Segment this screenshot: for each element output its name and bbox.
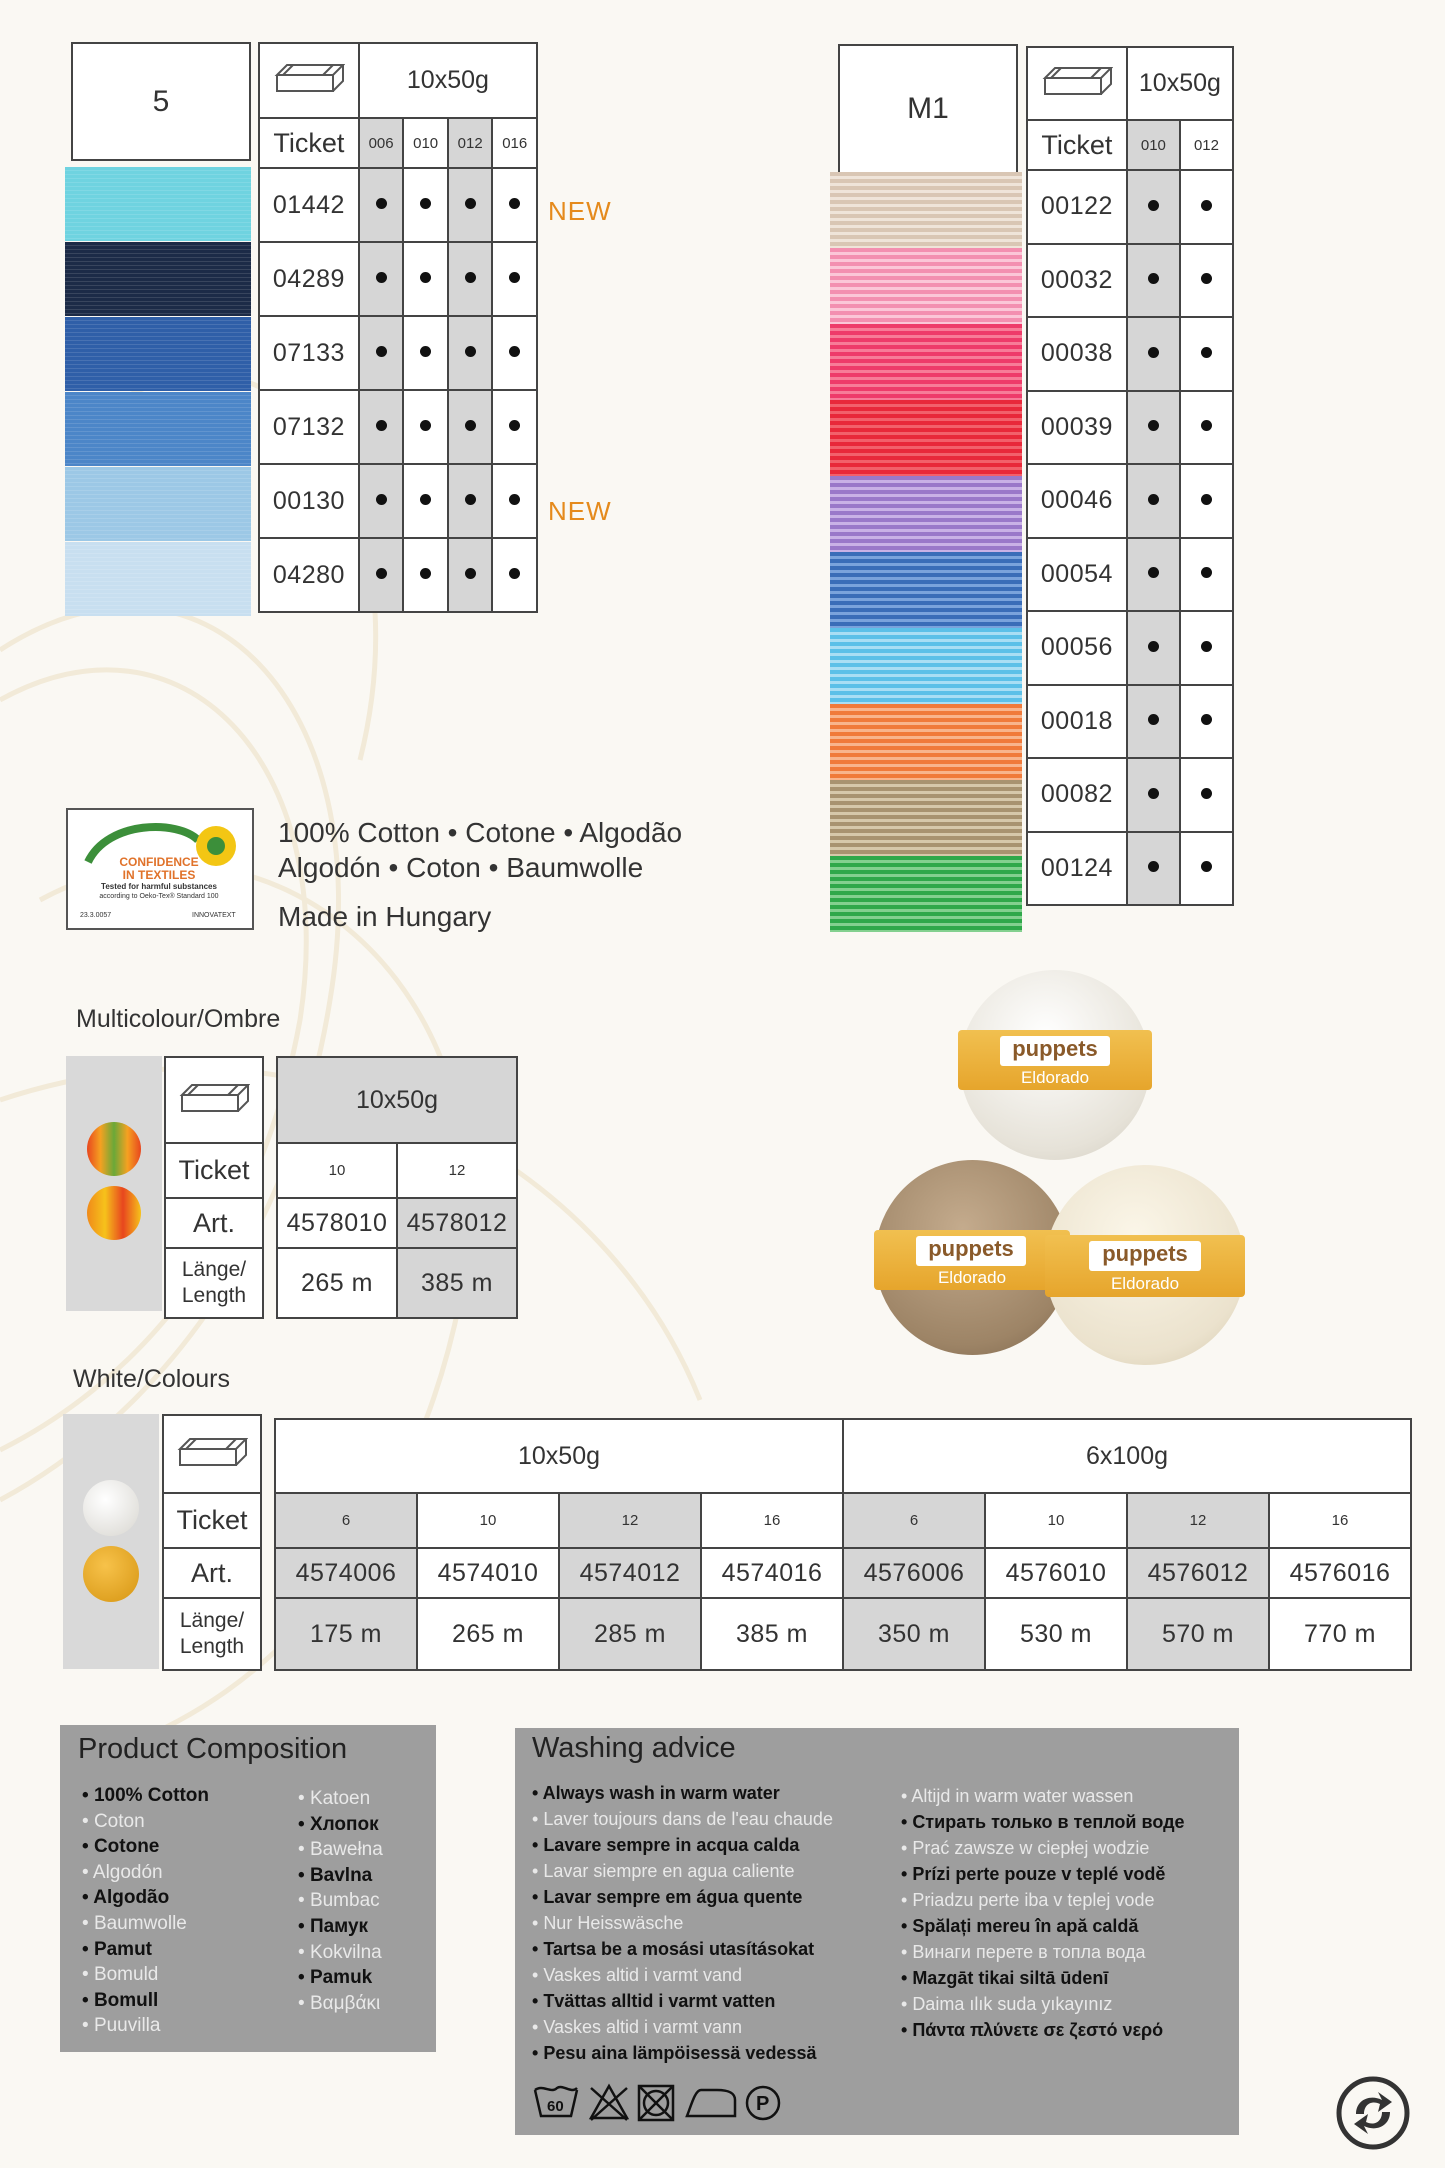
ticket-code: 00046	[1027, 464, 1127, 538]
list-item: • Priadzu perte iba v teplej vode	[901, 1887, 1185, 1913]
ticket-code: 01442	[259, 168, 359, 242]
ticket-code: 00130	[259, 464, 359, 538]
no-tumble-dry-icon	[639, 2086, 673, 2120]
availability-dot	[1180, 244, 1233, 318]
color-swatch	[830, 324, 1022, 400]
oeko-tex-badge	[66, 808, 254, 930]
color-swatch	[830, 400, 1022, 476]
label-band-right	[1045, 1235, 1245, 1297]
list-item: • Πάντα πλύνετε σε ζεστό νερό	[901, 2017, 1185, 2043]
multicolour-length-label	[165, 1248, 263, 1318]
recycle-icon	[1334, 2074, 1412, 2152]
ticket-code: 00056	[1027, 611, 1127, 685]
ombre-swatch-1	[87, 1122, 141, 1176]
length-label-line1: Länge/	[179, 1609, 245, 1632]
list-item: • Mazgāt tikai siltā ūdenī	[901, 1965, 1185, 1991]
whitecolours-art-value: 4576012	[1127, 1548, 1269, 1598]
multicolour-length-value: 265 m	[277, 1248, 397, 1318]
availability-dot	[492, 242, 537, 316]
list-item: • Pesu aina lämpöisessä vedessä	[532, 2040, 833, 2066]
whitecolours-values	[274, 1418, 1412, 1671]
whitecolours-ticket-value: 12	[1127, 1493, 1269, 1548]
whitecolours-ticket-value: 16	[701, 1493, 843, 1548]
whitecolours-art-value: 4574012	[559, 1548, 701, 1598]
availability-dot	[1180, 685, 1233, 759]
availability-dot	[492, 464, 537, 538]
color-swatch	[830, 172, 1022, 248]
availability-dot	[1127, 464, 1180, 538]
made-in: Made in Hungary	[278, 901, 492, 932]
badge-line2: IN TEXTILES	[122, 868, 196, 882]
whitecolours-art-value: 4576016	[1269, 1548, 1411, 1598]
product-label: Eldorado	[1110, 1274, 1180, 1293]
list-item: • Vaskes altid i varmt vann	[532, 2014, 833, 2040]
availability-dot	[403, 538, 448, 612]
length-label-line2: Length	[179, 1635, 245, 1658]
list-item: • Βαμβάκι	[298, 1991, 383, 2017]
list-item: • Prízi perte pouze v teplé vodě	[901, 1861, 1185, 1887]
availability-dot	[1180, 391, 1233, 465]
color-swatch	[65, 392, 251, 466]
tableM1-row	[1027, 464, 1233, 538]
label-band-top	[958, 1030, 1152, 1090]
badge-org: INNOVATEXT	[192, 912, 236, 919]
ticket-code: 07133	[259, 316, 359, 390]
whitecolours-length-value: 530 m	[985, 1598, 1127, 1670]
whitecolours-length-label	[163, 1598, 261, 1670]
list-item: • Coton	[82, 1809, 209, 1835]
washing-list-2	[901, 1783, 1185, 2043]
whitecolours-length-value: 285 m	[559, 1598, 701, 1670]
whitecolours-label-col	[162, 1414, 262, 1671]
availability-dot	[492, 390, 537, 464]
dry-clean-letter: P	[756, 2093, 770, 2115]
new-badge: NEW	[548, 496, 612, 526]
badge-line4: according to Oeko-Tex® Standard 100	[99, 893, 219, 900]
multicolour-length-value: 385 m	[397, 1248, 517, 1318]
tableM1-row	[1027, 685, 1233, 759]
availability-dot	[1127, 244, 1180, 318]
tableM1-pack: 10x50g	[1127, 47, 1233, 120]
color-swatch	[65, 167, 251, 241]
whitecolours-ticket-value: 16	[1269, 1493, 1411, 1548]
whitecolours-length-value: 265 m	[417, 1598, 559, 1670]
availability-dot	[1180, 317, 1233, 391]
ticket-code: 00124	[1027, 832, 1127, 906]
list-item: • Lavar siempre en agua caliente	[532, 1858, 833, 1884]
whitecolours-pack2: 6x100g	[843, 1419, 1411, 1493]
whitecolours-ticket-value: 6	[843, 1493, 985, 1548]
list-item: • Bawełna	[298, 1837, 383, 1863]
whitecolours-pack1: 10x50g	[275, 1419, 843, 1493]
availability-dot	[1180, 170, 1233, 244]
wash-temp-label: 60	[547, 2098, 564, 2115]
list-item: • Laver toujours dans de l'eau chaude	[532, 1806, 833, 1832]
list-item: • Algodón	[82, 1860, 209, 1886]
availability-dot	[1127, 538, 1180, 612]
ticket-code: 00032	[1027, 244, 1127, 318]
whitecolours-art-value: 4574006	[275, 1548, 417, 1598]
whitecolours-art-value: 4574010	[417, 1548, 559, 1598]
multicolour-art-value: 4578010	[277, 1198, 397, 1248]
multicolour-art-label: Art.	[165, 1198, 263, 1248]
availability-dot	[1180, 758, 1233, 832]
whitecolours-length-value: 175 m	[275, 1598, 417, 1670]
whitecolours-length-value: 385 m	[701, 1598, 843, 1670]
composition-list-1	[82, 1783, 209, 2039]
box-pack-icon	[165, 1057, 263, 1143]
availability-dot	[1127, 758, 1180, 832]
availability-dot	[359, 316, 404, 390]
list-item: • Spălați mereu în apă caldă	[901, 1913, 1185, 1939]
tableM1-row	[1027, 538, 1233, 612]
color-swatch	[830, 476, 1022, 552]
availability-dot	[1127, 170, 1180, 244]
list-item: • Lavar sempre em água quente	[532, 1884, 833, 1910]
list-item: • Always wash in warm water	[532, 1780, 833, 1806]
list-item: • Puuvilla	[82, 2013, 209, 2039]
brand-label: puppets	[1012, 1036, 1098, 1061]
material-line2: Algodón • Coton • Baumwolle	[278, 852, 644, 883]
tableM1-number: M1	[907, 92, 949, 125]
whitecolours-title: White/Colours	[73, 1365, 230, 1393]
table5-row	[259, 242, 537, 316]
color-swatch	[830, 628, 1022, 704]
list-item: • Cotone	[82, 1834, 209, 1860]
whitecolours-length-value: 570 m	[1127, 1598, 1269, 1670]
product-photo	[870, 960, 1250, 1390]
multicolour-title: Multicolour/Ombre	[76, 1005, 281, 1033]
ticket-code: 00018	[1027, 685, 1127, 759]
multicolour-label-col	[164, 1056, 264, 1319]
color-swatch	[65, 542, 251, 616]
washing-list-1	[532, 1780, 833, 2066]
multicolour-swatch-panel	[66, 1056, 162, 1311]
whitecolours-ticket-label: Ticket	[163, 1493, 261, 1548]
color-swatch	[830, 704, 1022, 780]
availability-dot	[1127, 611, 1180, 685]
list-item: • 100% Cotton	[82, 1783, 209, 1809]
availability-dot	[403, 168, 448, 242]
color-swatch	[830, 780, 1022, 856]
list-item: • Bavlna	[298, 1863, 383, 1889]
whitecolours-ticket-value: 12	[559, 1493, 701, 1548]
ticket-header: 012	[448, 118, 493, 168]
box-pack-icon	[1027, 47, 1127, 120]
tableM1-row	[1027, 832, 1233, 906]
tableM1-swatches	[830, 172, 1022, 934]
multicolour-ticket-value: 10	[277, 1143, 397, 1198]
ticket-code: 00038	[1027, 317, 1127, 391]
tableM1-row	[1027, 758, 1233, 832]
table5-row	[259, 168, 537, 242]
availability-dot	[448, 316, 493, 390]
availability-dot	[1127, 685, 1180, 759]
availability-dot	[403, 316, 448, 390]
ticket-code: 00122	[1027, 170, 1127, 244]
tableM1-row	[1027, 170, 1233, 244]
tableM1-number-box	[838, 44, 1018, 174]
box-pack-icon	[163, 1415, 261, 1493]
table5-number-box	[71, 42, 251, 161]
availability-dot	[1180, 832, 1233, 906]
list-item: • Altijd in warm water wassen	[901, 1783, 1185, 1809]
list-item: • Nur Heisswäsche	[532, 1910, 833, 1936]
availability-dot	[448, 464, 493, 538]
brand-label: puppets	[928, 1236, 1014, 1261]
ombre-swatch-2	[87, 1186, 141, 1240]
availability-dot	[492, 316, 537, 390]
availability-dot	[359, 464, 404, 538]
availability-dot	[403, 390, 448, 464]
list-item: • Prać zawsze w ciepłej wodzie	[901, 1835, 1185, 1861]
whitecolours-length-value: 770 m	[1269, 1598, 1411, 1670]
whitecolours-ticket-value: 10	[985, 1493, 1127, 1548]
new-badge: NEW	[548, 196, 612, 226]
washing-title: Washing advice	[532, 1732, 736, 1764]
list-item: • Kokvilna	[298, 1940, 383, 1966]
multicolour-values	[276, 1056, 518, 1319]
table5-number: 5	[152, 85, 170, 118]
tableM1-row	[1027, 244, 1233, 318]
availability-dot	[359, 538, 404, 612]
composition-list-2	[298, 1786, 383, 2016]
availability-dot	[359, 168, 404, 242]
label-band-left	[874, 1230, 1070, 1290]
composition-box	[60, 1725, 436, 2052]
list-item: • Lavare sempre in acqua calda	[532, 1832, 833, 1858]
availability-dot	[492, 168, 537, 242]
white-swatch	[83, 1480, 139, 1536]
washing-box	[515, 1728, 1239, 2135]
care-symbols	[531, 2080, 831, 2124]
table5-swatches	[65, 167, 251, 627]
tableM1-grid	[1026, 46, 1234, 906]
ticket-code: 04280	[259, 538, 359, 612]
availability-dot	[1180, 538, 1233, 612]
ticket-code: 00082	[1027, 758, 1127, 832]
table5-ticket-label: Ticket	[259, 118, 359, 168]
table5-grid	[258, 42, 538, 613]
availability-dot	[448, 390, 493, 464]
multicolour-pack: 10x50g	[277, 1057, 517, 1143]
list-item: • Стирать только в теплой воде	[901, 1809, 1185, 1835]
product-label: Eldorado	[1020, 1068, 1090, 1087]
list-item: • Хлопок	[298, 1812, 383, 1838]
whitecolours-length-value: 350 m	[843, 1598, 985, 1670]
list-item: • Algodão	[82, 1885, 209, 1911]
whitecolours-ticket-value: 10	[417, 1493, 559, 1548]
material-line1: 100% Cotton • Cotone • Algodão	[278, 817, 683, 848]
whitecolours-art-value: 4574016	[701, 1548, 843, 1598]
badge-code: 23.3.0057	[80, 912, 112, 919]
length-label-line1: Länge/	[181, 1258, 247, 1281]
whitecolours-art-value: 4576006	[843, 1548, 985, 1598]
list-item: • Памук	[298, 1914, 383, 1940]
ticket-code: 07132	[259, 390, 359, 464]
multicolour-ticket-value: 12	[397, 1143, 517, 1198]
composition-title: Product Composition	[78, 1733, 348, 1765]
list-item: • Bomull	[82, 1988, 209, 2014]
tableM1-row	[1027, 317, 1233, 391]
no-bleach-icon	[591, 2086, 627, 2120]
ticket-code: 00039	[1027, 391, 1127, 465]
availability-dot	[359, 390, 404, 464]
color-swatch	[65, 317, 251, 391]
list-item: • Vaskes altid i varmt vand	[532, 1962, 833, 1988]
color-swatch	[65, 242, 251, 316]
iron-icon	[687, 2090, 735, 2116]
color-swatch	[830, 248, 1022, 324]
list-item: • Tartsa be a mosási utasításokat	[532, 1936, 833, 1962]
list-item: • Винаги перете в топла вода	[901, 1939, 1185, 1965]
length-label-line2: Length	[181, 1284, 247, 1307]
box-pack-icon	[259, 43, 359, 118]
multicolour-art-value: 4578012	[397, 1198, 517, 1248]
table5-pack: 10x50g	[359, 43, 537, 118]
list-item: • Baumwolle	[82, 1911, 209, 1937]
list-item: • Bomuld	[82, 1962, 209, 1988]
availability-dot	[1180, 611, 1233, 685]
ticket-header: 016	[492, 118, 537, 168]
tableM1-row	[1027, 611, 1233, 685]
color-swatch	[830, 856, 1022, 932]
list-item: • Pamuk	[298, 1965, 383, 1991]
availability-dot	[448, 242, 493, 316]
ticket-code: 00054	[1027, 538, 1127, 612]
availability-dot	[1180, 464, 1233, 538]
badge-line1: CONFIDENCE	[119, 855, 199, 869]
availability-dot	[492, 538, 537, 612]
table5-row	[259, 538, 537, 612]
whitecolours-art-label: Art.	[163, 1548, 261, 1598]
whitecolours-art-value: 4576010	[985, 1548, 1127, 1598]
whitecolours-ticket-value: 6	[275, 1493, 417, 1548]
product-label: Eldorado	[937, 1268, 1007, 1287]
table5-row	[259, 464, 537, 538]
list-item: • Katoen	[298, 1786, 383, 1812]
ticket-code: 04289	[259, 242, 359, 316]
gold-swatch	[83, 1546, 139, 1602]
list-item: • Daima ılık suda yıkayınız	[901, 1991, 1185, 2017]
list-item: • Tvättas alltid i varmt vatten	[532, 1988, 833, 2014]
availability-dot	[1127, 391, 1180, 465]
color-swatch	[65, 467, 251, 541]
whitecolours-swatch-panel	[63, 1414, 159, 1669]
availability-dot	[1127, 832, 1180, 906]
availability-dot	[448, 538, 493, 612]
brand-label: puppets	[1102, 1241, 1188, 1266]
color-swatch	[830, 552, 1022, 628]
availability-dot	[448, 168, 493, 242]
badge-line3: Tested for harmful substances	[101, 882, 217, 891]
tableM1-row	[1027, 391, 1233, 465]
table5-row	[259, 316, 537, 390]
list-item: • Pamut	[82, 1937, 209, 1963]
availability-dot	[1127, 317, 1180, 391]
availability-dot	[359, 242, 404, 316]
ticket-header: 012	[1180, 120, 1233, 170]
ticket-header: 010	[1127, 120, 1180, 170]
table5-row	[259, 390, 537, 464]
ticket-header: 010	[403, 118, 448, 168]
tableM1-ticket-label: Ticket	[1027, 120, 1127, 170]
ticket-header: 006	[359, 118, 404, 168]
multicolour-ticket-label: Ticket	[165, 1143, 263, 1198]
availability-dot	[403, 242, 448, 316]
availability-dot	[403, 464, 448, 538]
list-item: • Bumbac	[298, 1888, 383, 1914]
